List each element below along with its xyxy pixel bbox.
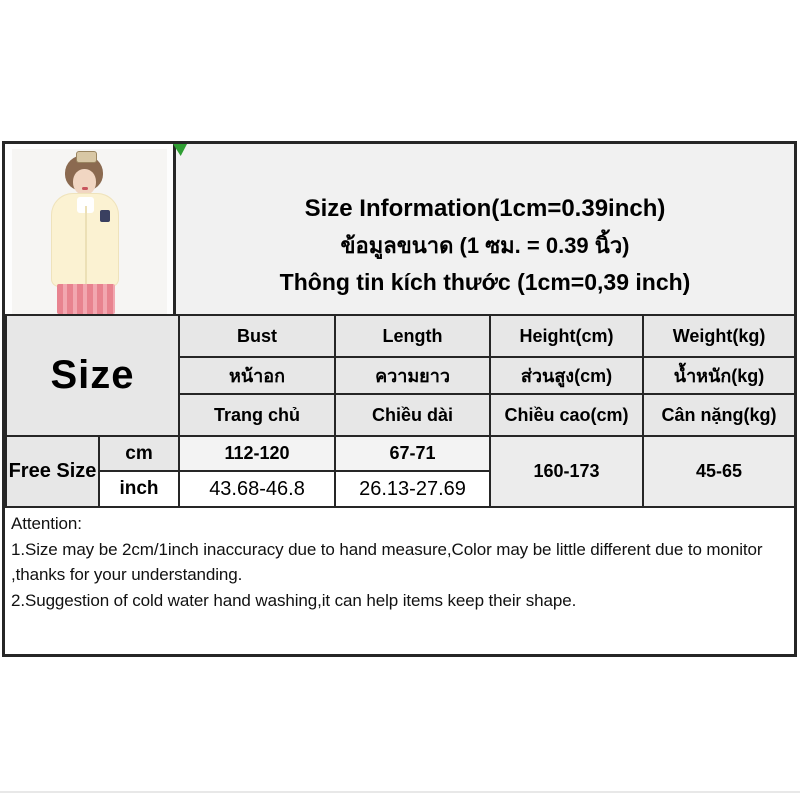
bottom-divider	[0, 791, 800, 793]
col-header-height-th: ส่วนสูง(cm)	[490, 357, 643, 394]
hoodie-zipper	[85, 206, 87, 284]
unit-label-inch: inch	[99, 471, 179, 507]
value-weight-range: 45-65	[643, 436, 795, 507]
title-vietnamese: Thông tin kích thước (1cm=0,39 inch)	[279, 269, 691, 295]
value-bust-cm: 112-120	[179, 436, 335, 471]
title-block	[176, 144, 794, 314]
size-chart-panel	[2, 141, 797, 657]
col-header-bust-en: Bust	[179, 315, 335, 357]
col-header-weight-th: น้ำหนัก(kg)	[643, 357, 795, 394]
col-header-bust-th: หน้าอก	[179, 357, 335, 394]
col-header-height-en: Height(cm)	[490, 315, 643, 357]
attention-section	[5, 508, 794, 654]
model-skirt	[57, 284, 115, 314]
col-header-height-vi: Chiều cao(cm)	[490, 394, 643, 436]
col-header-weight-vi: Cân nặng(kg)	[643, 394, 795, 436]
product-photo	[5, 144, 176, 314]
col-header-length-th: ความยาว	[335, 357, 490, 394]
value-height-range: 160-173	[490, 436, 643, 507]
col-header-length-vi: Chiều dài	[335, 394, 490, 436]
value-length-inch: 26.13-27.69	[335, 471, 490, 507]
model-face	[73, 169, 96, 195]
top-section	[5, 144, 794, 314]
value-length-cm: 67-71	[335, 436, 490, 471]
model-hairband	[76, 151, 97, 163]
attention-heading: Attention:	[11, 514, 82, 533]
attention-note-2: 2.Suggestion of cold water hand washing,it can help items keep their shape.	[11, 590, 577, 610]
title-thai: ข้อมูลขนาด (1 ซม. = 0.39 นิ้ว)	[340, 233, 630, 258]
model-lips	[82, 187, 88, 190]
unit-label-cm: cm	[99, 436, 179, 471]
title-english: Size Information(1cm=0.39inch)	[304, 195, 666, 222]
col-header-weight-en: Weight(kg)	[643, 315, 795, 357]
col-header-bust-vi: Trang chủ	[179, 394, 335, 436]
hoodie-logo-patch	[100, 210, 110, 222]
row-label-free-size: Free Size	[6, 436, 99, 507]
value-bust-inch: 43.68-46.8	[179, 471, 335, 507]
size-table	[5, 314, 796, 508]
attention-note-1: 1.Size may be 2cm/1inch inaccuracy due to hand measure,Color may be little different due to monitor ,thanks for your understanding.	[11, 539, 763, 584]
col-header-length-en: Length	[335, 315, 490, 357]
size-corner-label: Size	[6, 315, 179, 436]
